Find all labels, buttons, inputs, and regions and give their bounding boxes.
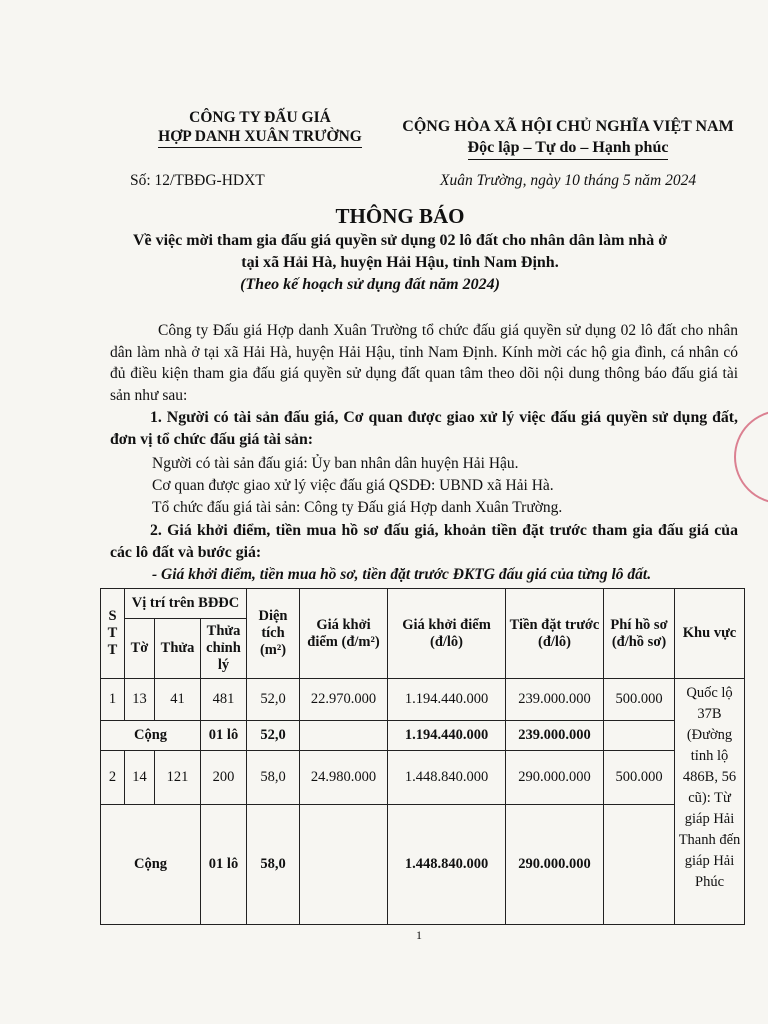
cell-empty <box>300 805 388 925</box>
cell-thua: 121 <box>155 751 201 805</box>
cell-total-price: 1.448.840.000 <box>388 805 506 925</box>
header-deposit: Tiền đặt trước (đ/lô) <box>506 589 604 679</box>
cell-total-label: Cộng <box>101 721 201 751</box>
cell-total-deposit: 239.000.000 <box>506 721 604 751</box>
cell-total-area: 52,0 <box>247 721 300 751</box>
cell-deposit: 239.000.000 <box>506 679 604 721</box>
cell-area: 58,0 <box>247 751 300 805</box>
header-to: Tờ <box>125 619 155 679</box>
cell-price-m2: 24.980.000 <box>300 751 388 805</box>
header-fee: Phí hồ sơ (đ/hồ sơ) <box>604 589 675 679</box>
header-price-lot: Giá khởi điểm (đ/lô) <box>388 589 506 679</box>
republic-title: CỘNG HÒA XÃ HỘI CHỦ NGHĨA VIỆT NAM <box>402 118 734 135</box>
cell-stt: 2 <box>101 751 125 805</box>
header-price-m2: Giá khởi điểm (đ/m²) <box>300 589 388 679</box>
auction-lots-table <box>100 588 745 925</box>
section-2-heading: 2. Giá khởi điểm, tiền mua hồ sơ đấu giá, khoản tiền đặt trước tham gia đấu giá của các lô đất và bước giá: <box>110 522 738 561</box>
title-plan-note: (Theo kế hoạch sử dụng đất năm 2024) <box>240 276 500 293</box>
table-row-total <box>101 721 745 751</box>
cell-stt: 1 <box>101 679 125 721</box>
price-bullet: - Giá khởi điểm, tiền mua hồ sơ, tiền đặt trước ĐKTG đấu giá của từng lô đất. <box>152 566 652 583</box>
company-header <box>120 108 400 148</box>
auction-organizer: Tổ chức đấu giá tài sản: Công ty Đấu giá Hợp danh Xuân Trường. <box>152 499 563 516</box>
cell-empty <box>604 721 675 751</box>
cell-to: 13 <box>125 679 155 721</box>
handling-agency: Cơ quan được giao xử lý việc đấu giá QSDĐ: UBND xã Hải Hà. <box>152 477 554 494</box>
header-thua: Thửa <box>155 619 201 679</box>
cell-price-m2: 22.970.000 <box>300 679 388 721</box>
red-stamp-seal <box>734 410 768 504</box>
cell-total-lots: 01 lô <box>201 721 247 751</box>
cell-total-label: Cộng <box>101 805 201 925</box>
cell-total-area: 58,0 <box>247 805 300 925</box>
cell-area: 52,0 <box>247 679 300 721</box>
cell-total-price: 1.194.440.000 <box>388 721 506 751</box>
cell-thua-chinh-ly: 200 <box>201 751 247 805</box>
company-name-line2: HỢP DANH XUÂN TRƯỜNG <box>158 127 362 148</box>
document-number: Số: 12/TBĐG-HDXT <box>130 172 265 189</box>
header-area: Diện tích (m²) <box>247 589 300 679</box>
header-stt: S T T <box>101 589 125 679</box>
national-header <box>388 116 748 160</box>
cell-fee: 500.000 <box>604 679 675 721</box>
title-subject-line1: Về việc mời tham gia đấu giá quyền sử dụng 02 lô đất cho nhân dân làm nhà ở <box>132 232 668 249</box>
cell-total-deposit: 290.000.000 <box>506 805 604 925</box>
cell-thua: 41 <box>155 679 201 721</box>
page-number: 1 <box>416 928 422 942</box>
place-date: Xuân Trường, ngày 10 tháng 5 năm 2024 <box>440 172 697 189</box>
asset-owner: Người có tài sản đấu giá: Ủy ban nhân dân huyện Hải Hậu. <box>152 455 519 472</box>
header-thua-chinh-ly: Thửa chỉnh lý <box>201 619 247 679</box>
intro-paragraph: Công ty Đấu giá Hợp danh Xuân Trường tổ chức đấu giá quyền sử dụng 02 lô đất cho nhân dân làm nhà ở tại xã Hải Hà, huyện Hải Hậu, tỉnh Nam Định. Kính mời các hộ gia đình, cá nhân có đủ điều kiện tham gia đấu giá quyền sử dụng đất quan tâm theo dõi nội dung thông báo đấu giá tài sản như sau: <box>110 322 738 404</box>
cell-zone: Quốc lộ 37B (Đường tỉnh lộ 486B, 56 cũ): Từ giáp Hải Thanh đến giáp Hải Phúc <box>675 679 745 925</box>
table-row <box>101 679 745 721</box>
table-row-total <box>101 805 745 925</box>
cell-price-lot: 1.448.840.000 <box>388 751 506 805</box>
cell-total-lots: 01 lô <box>201 805 247 925</box>
document-title: THÔNG BÁO <box>335 204 465 228</box>
table-row <box>101 751 745 805</box>
cell-fee: 500.000 <box>604 751 675 805</box>
cell-price-lot: 1.194.440.000 <box>388 679 506 721</box>
section-1-heading: 1. Người có tài sản đấu giá, Cơ quan được giao xử lý việc đấu giá quyền sử dụng đất, đơn vị tổ chức đấu giá tài sản: <box>110 409 738 448</box>
company-name-line1: CÔNG TY ĐẤU GIÁ <box>189 109 331 126</box>
cell-deposit: 290.000.000 <box>506 751 604 805</box>
cell-empty <box>300 721 388 751</box>
cell-thua-chinh-ly: 481 <box>201 679 247 721</box>
title-subject-line2: tại xã Hải Hà, huyện Hải Hậu, tỉnh Nam Định. <box>241 254 559 271</box>
cell-to: 14 <box>125 751 155 805</box>
header-zone: Khu vực <box>675 589 745 679</box>
motto: Độc lập – Tự do – Hạnh phúc <box>468 137 669 160</box>
header-location: Vị trí trên BĐĐC <box>125 589 247 619</box>
cell-empty <box>604 805 675 925</box>
